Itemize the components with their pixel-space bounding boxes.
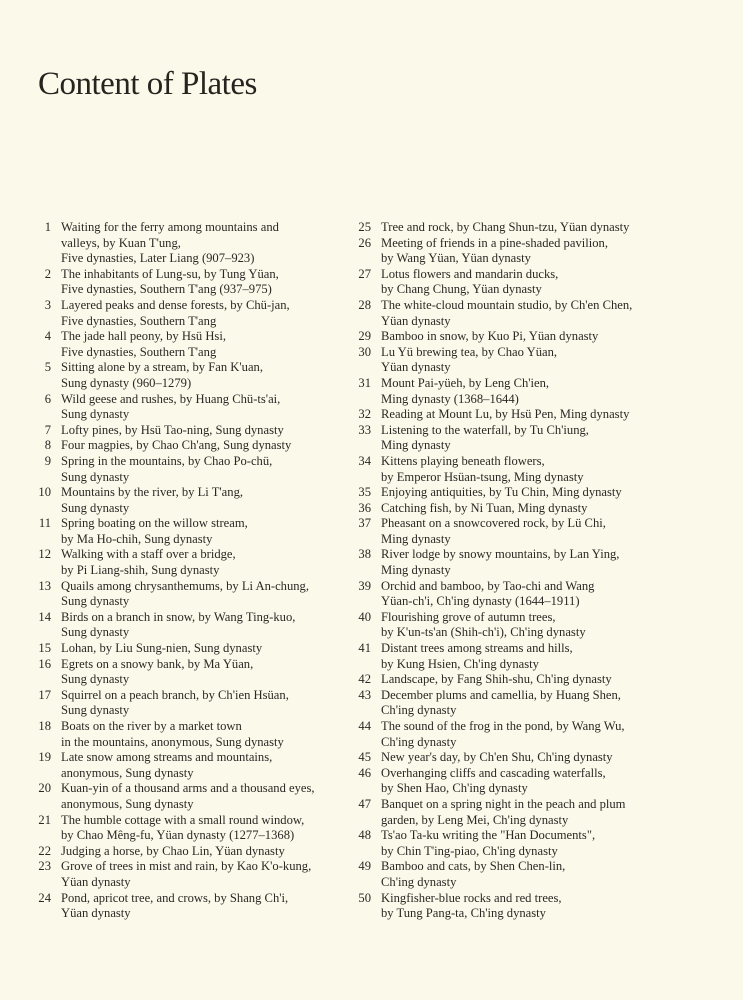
plate-number: 23 — [38, 859, 51, 874]
plate-description — [61, 610, 340, 641]
plate-description-line: Kingfisher-blue rocks and red trees, — [381, 890, 562, 905]
plate-number: 31 — [358, 375, 371, 390]
plate-description — [381, 719, 708, 750]
plate-entry — [352, 516, 708, 547]
plate-description — [381, 750, 708, 766]
plate-description-line: Lohan, by Liu Sung-nien, Sung dynasty — [61, 641, 263, 656]
plate-description — [61, 688, 340, 719]
plate-description — [61, 220, 340, 267]
plate-number: 8 — [44, 438, 51, 453]
plate-description-line: Bamboo in snow, by Kuo Pi, Yüan dynasty — [381, 329, 599, 344]
plate-description-line: Distant trees among streams and hills, — [381, 641, 573, 656]
plate-description-line: The humble cottage with a small round window, — [61, 812, 305, 827]
plate-entry — [352, 579, 708, 610]
plate-number: 17 — [38, 687, 51, 702]
plate-entry — [352, 688, 708, 719]
plate-description-line: Mountains by the river, by Li T'ang, — [61, 485, 244, 500]
plate-description-line: Sung dynasty — [61, 625, 130, 640]
plate-number: 29 — [358, 329, 371, 344]
plate-description — [381, 220, 708, 236]
plate-number: 10 — [38, 485, 51, 500]
plate-description — [61, 844, 340, 860]
plate-number: 44 — [358, 719, 371, 733]
plate-description-line: Grove of trees in mist and rain, by Kao K'o-kung, — [61, 859, 312, 874]
plate-entry — [34, 329, 340, 360]
plate-description — [381, 891, 708, 922]
plate-entry — [34, 781, 340, 812]
plate-entry — [352, 501, 708, 517]
plate-description — [61, 547, 340, 578]
plate-description-line: Yüan dynasty — [381, 360, 451, 375]
plate-entry — [352, 454, 708, 485]
plate-number: 16 — [38, 656, 51, 671]
plate-number: 49 — [358, 859, 371, 874]
plate-entry — [34, 438, 340, 454]
plates-list-right — [352, 220, 708, 922]
plate-description-line: Orchid and bamboo, by Tao-chi and Wang — [381, 578, 595, 593]
plate-description-line: The white-cloud mountain studio, by Ch'en Chen, — [381, 297, 633, 312]
plate-description — [61, 719, 340, 750]
plate-description — [61, 516, 340, 547]
plate-number: 19 — [38, 750, 51, 765]
plate-entry — [34, 547, 340, 578]
plate-description-line: Five dynasties, Southern T'ang (937–975) — [61, 282, 272, 297]
plate-description-line: Egrets on a snowy bank, by Ma Yüan, — [61, 656, 254, 671]
plate-number: 40 — [358, 609, 371, 624]
plate-entry — [352, 220, 708, 236]
plate-entry — [352, 236, 708, 267]
plate-description — [381, 641, 708, 672]
plate-description-line: Listening to the waterfall, by Tu Ch'iung, — [381, 422, 589, 437]
plate-description — [381, 797, 708, 828]
plate-description-line: valleys, by Kuan T'ung, — [61, 235, 181, 250]
plate-description — [381, 345, 708, 376]
plate-number: 4 — [44, 329, 51, 344]
plate-entry — [34, 891, 340, 922]
plate-description-line: Birds on a branch in snow, by Wang Ting-kuo, — [61, 609, 296, 624]
plate-description-line: Banquet on a spring night in the peach and plum — [381, 796, 626, 811]
plate-number: 28 — [358, 297, 371, 312]
plate-description-line: Quails among chrysanthemums, by Li An-chung, — [61, 578, 309, 593]
plate-entry — [34, 579, 340, 610]
plate-number: 32 — [358, 407, 371, 422]
plate-entry — [352, 719, 708, 750]
plate-description — [61, 485, 340, 516]
plate-entry — [34, 844, 340, 860]
plate-entry — [34, 423, 340, 439]
plate-entry — [34, 657, 340, 688]
plate-description-line: Sung dynasty — [61, 703, 130, 718]
plate-number: 11 — [38, 516, 51, 531]
plate-description-line: Boats on the river by a market town — [61, 719, 242, 733]
plate-number: 22 — [38, 843, 51, 858]
plate-number: 14 — [38, 609, 51, 624]
plate-description-line: Kittens playing beneath flowers, — [381, 453, 545, 468]
plate-description — [61, 438, 340, 454]
plate-description-line: Five dynasties, Later Liang (907–923) — [61, 251, 255, 266]
plate-entry — [352, 891, 708, 922]
plate-description-line: Tree and rock, by Chang Shun-tzu, Yüan dynasty — [381, 220, 630, 234]
plate-description-line: Reading at Mount Lu, by Hsü Pen, Ming dynasty — [381, 407, 630, 422]
plate-entry — [352, 641, 708, 672]
plate-number: 37 — [358, 516, 371, 531]
plate-description-line: by Chang Chung, Yüan dynasty — [381, 282, 542, 297]
plate-description-line: Lu Yü brewing tea, by Chao Yüan, — [381, 344, 558, 359]
plate-description-line: Walking with a staff over a bridge, — [61, 547, 236, 562]
plate-number: 5 — [44, 360, 51, 375]
plate-description-line: Sung dynasty — [61, 469, 130, 484]
plate-description-line: by Chao Mêng-fu, Yüan dynasty (1277–1368) — [61, 828, 295, 843]
plate-entry — [34, 298, 340, 329]
plate-description-line: by Chin T'ing-piao, Ch'ing dynasty — [381, 843, 558, 858]
plate-description-line: Four magpies, by Chao Ch'ang, Sung dynasty — [61, 438, 292, 453]
plate-description-line: garden, by Leng Mei, Ch'ing dynasty — [381, 812, 569, 827]
plate-description-line: Ch'ing dynasty — [381, 734, 457, 749]
plate-description — [381, 672, 708, 688]
plate-description-line: Enjoying antiquities, by Tu Chin, Ming dynasty — [381, 485, 622, 500]
plate-description-line: Ming dynasty — [381, 438, 451, 453]
plate-number: 30 — [358, 344, 371, 359]
plate-number: 20 — [38, 781, 51, 796]
plate-description-line: Ch'ing dynasty — [381, 874, 457, 889]
plate-number: 47 — [358, 796, 371, 811]
plate-number: 7 — [44, 422, 51, 437]
plate-number: 48 — [358, 828, 371, 843]
plate-entry — [34, 610, 340, 641]
plate-entry — [352, 329, 708, 345]
plate-description — [61, 750, 340, 781]
plate-description-line: Ming dynasty (1368–1644) — [381, 391, 519, 406]
plate-entry — [34, 360, 340, 391]
plate-number: 21 — [38, 812, 51, 827]
plate-description — [381, 329, 708, 345]
plate-number: 39 — [358, 578, 371, 593]
plate-entry — [34, 485, 340, 516]
plate-description — [61, 891, 340, 922]
plate-description — [381, 501, 708, 517]
plate-description-line: Pond, apricot tree, and crows, by Shang Ch'i, — [61, 890, 289, 905]
plate-description — [381, 376, 708, 407]
plate-number: 25 — [358, 220, 371, 234]
plate-description — [381, 454, 708, 485]
plate-description-line: Catching fish, by Ni Tuan, Ming dynasty — [381, 500, 588, 515]
plate-description-line: Waiting for the ferry among mountains and — [61, 220, 279, 234]
plate-description-line: Sitting alone by a stream, by Fan K'uan, — [61, 360, 263, 375]
plate-description — [61, 267, 340, 298]
plate-entry — [352, 423, 708, 454]
plate-description — [61, 423, 340, 439]
plate-description-line: River lodge by snowy mountains, by Lan Ying, — [381, 547, 620, 562]
plate-entry — [352, 672, 708, 688]
plate-description-line: Five dynasties, Southern T'ang — [61, 344, 217, 359]
plate-description-line: The jade hall peony, by Hsü Hsi, — [61, 329, 226, 344]
plate-number: 18 — [38, 719, 51, 733]
plate-description-line: December plums and camellia, by Huang Shen, — [381, 687, 621, 702]
plate-entry — [34, 813, 340, 844]
plate-description — [61, 657, 340, 688]
plate-number: 2 — [44, 266, 51, 281]
plate-description — [61, 781, 340, 812]
plate-number: 35 — [358, 485, 371, 500]
plate-description-line: anonymous, Sung dynasty — [61, 796, 194, 811]
plate-number: 46 — [358, 765, 371, 780]
plate-description-line: by Pi Liang-shih, Sung dynasty — [61, 563, 220, 578]
plate-entry — [34, 641, 340, 657]
plate-description — [381, 485, 708, 501]
plate-description — [381, 828, 708, 859]
plate-description-line: Judging a horse, by Chao Lin, Yüan dynasty — [61, 843, 285, 858]
plate-number: 15 — [38, 641, 51, 656]
plate-description-line: Five dynasties, Southern T'ang — [61, 313, 217, 328]
plate-description — [61, 298, 340, 329]
plate-description-line: in the mountains, anonymous, Sung dynasty — [61, 734, 284, 749]
plate-description-line: by K'un-ts'an (Shih-ch'i), Ch'ing dynasty — [381, 625, 586, 640]
plate-number: 34 — [358, 453, 371, 468]
plate-description-line: Kuan-yin of a thousand arms and a thousand eyes, — [61, 781, 315, 796]
plate-description-line: Sung dynasty — [61, 672, 130, 687]
plate-number: 43 — [358, 687, 371, 702]
plate-description-line: Ch'ing dynasty — [381, 703, 457, 718]
plate-description-line: Sung dynasty — [61, 594, 130, 609]
plate-description — [381, 766, 708, 797]
plate-entry — [34, 750, 340, 781]
plate-description-line: Ming dynasty — [381, 531, 451, 546]
plate-description-line: Ts'ao Ta-ku writing the "Han Documents", — [381, 828, 596, 843]
plate-number: 27 — [358, 266, 371, 281]
plate-description-line: New year's day, by Ch'en Shu, Ch'ing dynasty — [381, 750, 613, 765]
plate-description-line: Yüan dynasty — [61, 906, 131, 921]
plate-entry — [34, 392, 340, 423]
plate-number: 1 — [44, 220, 51, 234]
plate-number: 42 — [358, 672, 371, 687]
plate-description — [61, 360, 340, 391]
plate-description-line: Mount Pai-yüeh, by Leng Ch'ien, — [381, 375, 550, 390]
plate-description — [381, 236, 708, 267]
plate-description-line: Lofty pines, by Hsü Tao-ning, Sung dynasty — [61, 422, 284, 437]
plate-entry — [352, 828, 708, 859]
plate-description — [61, 579, 340, 610]
plate-description-line: anonymous, Sung dynasty — [61, 765, 194, 780]
plate-number: 33 — [358, 422, 371, 437]
plate-entry — [34, 688, 340, 719]
plate-entry — [34, 516, 340, 547]
plate-description — [381, 516, 708, 547]
plate-description-line: The inhabitants of Lung-su, by Tung Yüan, — [61, 266, 279, 281]
plate-entry — [352, 345, 708, 376]
plate-entry — [34, 267, 340, 298]
plate-entry — [352, 298, 708, 329]
plates-list-left — [34, 220, 340, 922]
plate-description-line: Sung dynasty (960–1279) — [61, 375, 192, 390]
plate-entry — [352, 766, 708, 797]
plate-number: 45 — [358, 750, 371, 765]
plate-entry — [352, 485, 708, 501]
plate-description-line: Ming dynasty — [381, 563, 451, 578]
plate-number: 36 — [358, 500, 371, 515]
plate-entry — [34, 220, 340, 267]
plate-description-line: Squirrel on a peach branch, by Ch'ien Hsüan, — [61, 687, 289, 702]
plate-description — [381, 547, 708, 578]
plate-entry — [352, 547, 708, 578]
plate-description-line: Lotus flowers and mandarin ducks, — [381, 266, 559, 281]
plate-description — [61, 454, 340, 485]
plate-description — [381, 579, 708, 610]
plate-number: 3 — [44, 297, 51, 312]
plate-entry — [352, 376, 708, 407]
plate-description-line: Landscape, by Fang Shih-shu, Ch'ing dynasty — [381, 672, 612, 687]
plate-number: 41 — [358, 641, 371, 656]
plate-description — [381, 688, 708, 719]
plate-description — [61, 859, 340, 890]
plate-entry — [352, 750, 708, 766]
plate-description — [61, 641, 340, 657]
plate-description-line: by Ma Ho-chih, Sung dynasty — [61, 531, 213, 546]
plate-number: 38 — [358, 547, 371, 562]
plate-entry — [352, 610, 708, 641]
plate-description — [381, 298, 708, 329]
plate-number: 26 — [358, 235, 371, 250]
plate-entry — [34, 454, 340, 485]
plate-description-line: Flourishing grove of autumn trees, — [381, 609, 556, 624]
plate-number: 13 — [38, 578, 51, 593]
plate-description — [381, 423, 708, 454]
plate-number: 12 — [38, 547, 51, 562]
plate-description-line: Wild geese and rushes, by Huang Chü-ts'ai, — [61, 391, 281, 406]
plate-description — [381, 407, 708, 423]
plate-description — [61, 813, 340, 844]
plate-description — [381, 859, 708, 890]
plate-entry — [34, 719, 340, 750]
plate-description-line: Yüan dynasty — [61, 874, 131, 889]
plate-description-line: Sung dynasty — [61, 500, 130, 515]
plate-number: 6 — [44, 391, 51, 406]
plate-description-line: by Kung Hsien, Ch'ing dynasty — [381, 656, 539, 671]
plate-description-line: Pheasant on a snowcovered rock, by Lü Chi, — [381, 516, 606, 531]
plate-description-line: Sung dynasty — [61, 407, 130, 422]
plate-description-line: by Tung Pang-ta, Ch'ing dynasty — [381, 906, 546, 921]
plate-description-line: by Shen Hao, Ch'ing dynasty — [381, 781, 528, 796]
plate-description-line: Spring in the mountains, by Chao Po-chü, — [61, 453, 273, 468]
plate-description-line: Layered peaks and dense forests, by Chü-jan, — [61, 297, 290, 312]
page-title: Content of Plates — [38, 66, 257, 102]
plate-description-line: Spring boating on the willow stream, — [61, 516, 248, 531]
plate-entry — [34, 859, 340, 890]
plate-description-line: Yüan-ch'i, Ch'ing dynasty (1644–1911) — [381, 594, 580, 609]
plate-description-line: by Emperor Hsüan-tsung, Ming dynasty — [381, 469, 584, 484]
plate-number: 50 — [358, 890, 371, 905]
plate-description — [381, 610, 708, 641]
plate-entry — [352, 407, 708, 423]
plate-entry — [352, 267, 708, 298]
plate-entry — [352, 797, 708, 828]
plate-description — [381, 267, 708, 298]
plate-description-line: Overhanging cliffs and cascading waterfalls, — [381, 765, 606, 780]
plate-description — [61, 392, 340, 423]
plate-description-line: by Wang Yüan, Yüan dynasty — [381, 251, 531, 266]
plate-number: 24 — [38, 890, 51, 905]
plate-description-line: Bamboo and cats, by Shen Chen-lin, — [381, 859, 566, 874]
plate-description-line: Meeting of friends in a pine-shaded pavilion, — [381, 235, 608, 250]
plate-description — [61, 329, 340, 360]
plate-number: 9 — [44, 453, 51, 468]
plate-description-line: Late snow among streams and mountains, — [61, 750, 273, 765]
plate-description-line: Yüan dynasty — [381, 313, 451, 328]
plate-description-line: The sound of the frog in the pond, by Wang Wu, — [381, 719, 625, 733]
plate-entry — [352, 859, 708, 890]
